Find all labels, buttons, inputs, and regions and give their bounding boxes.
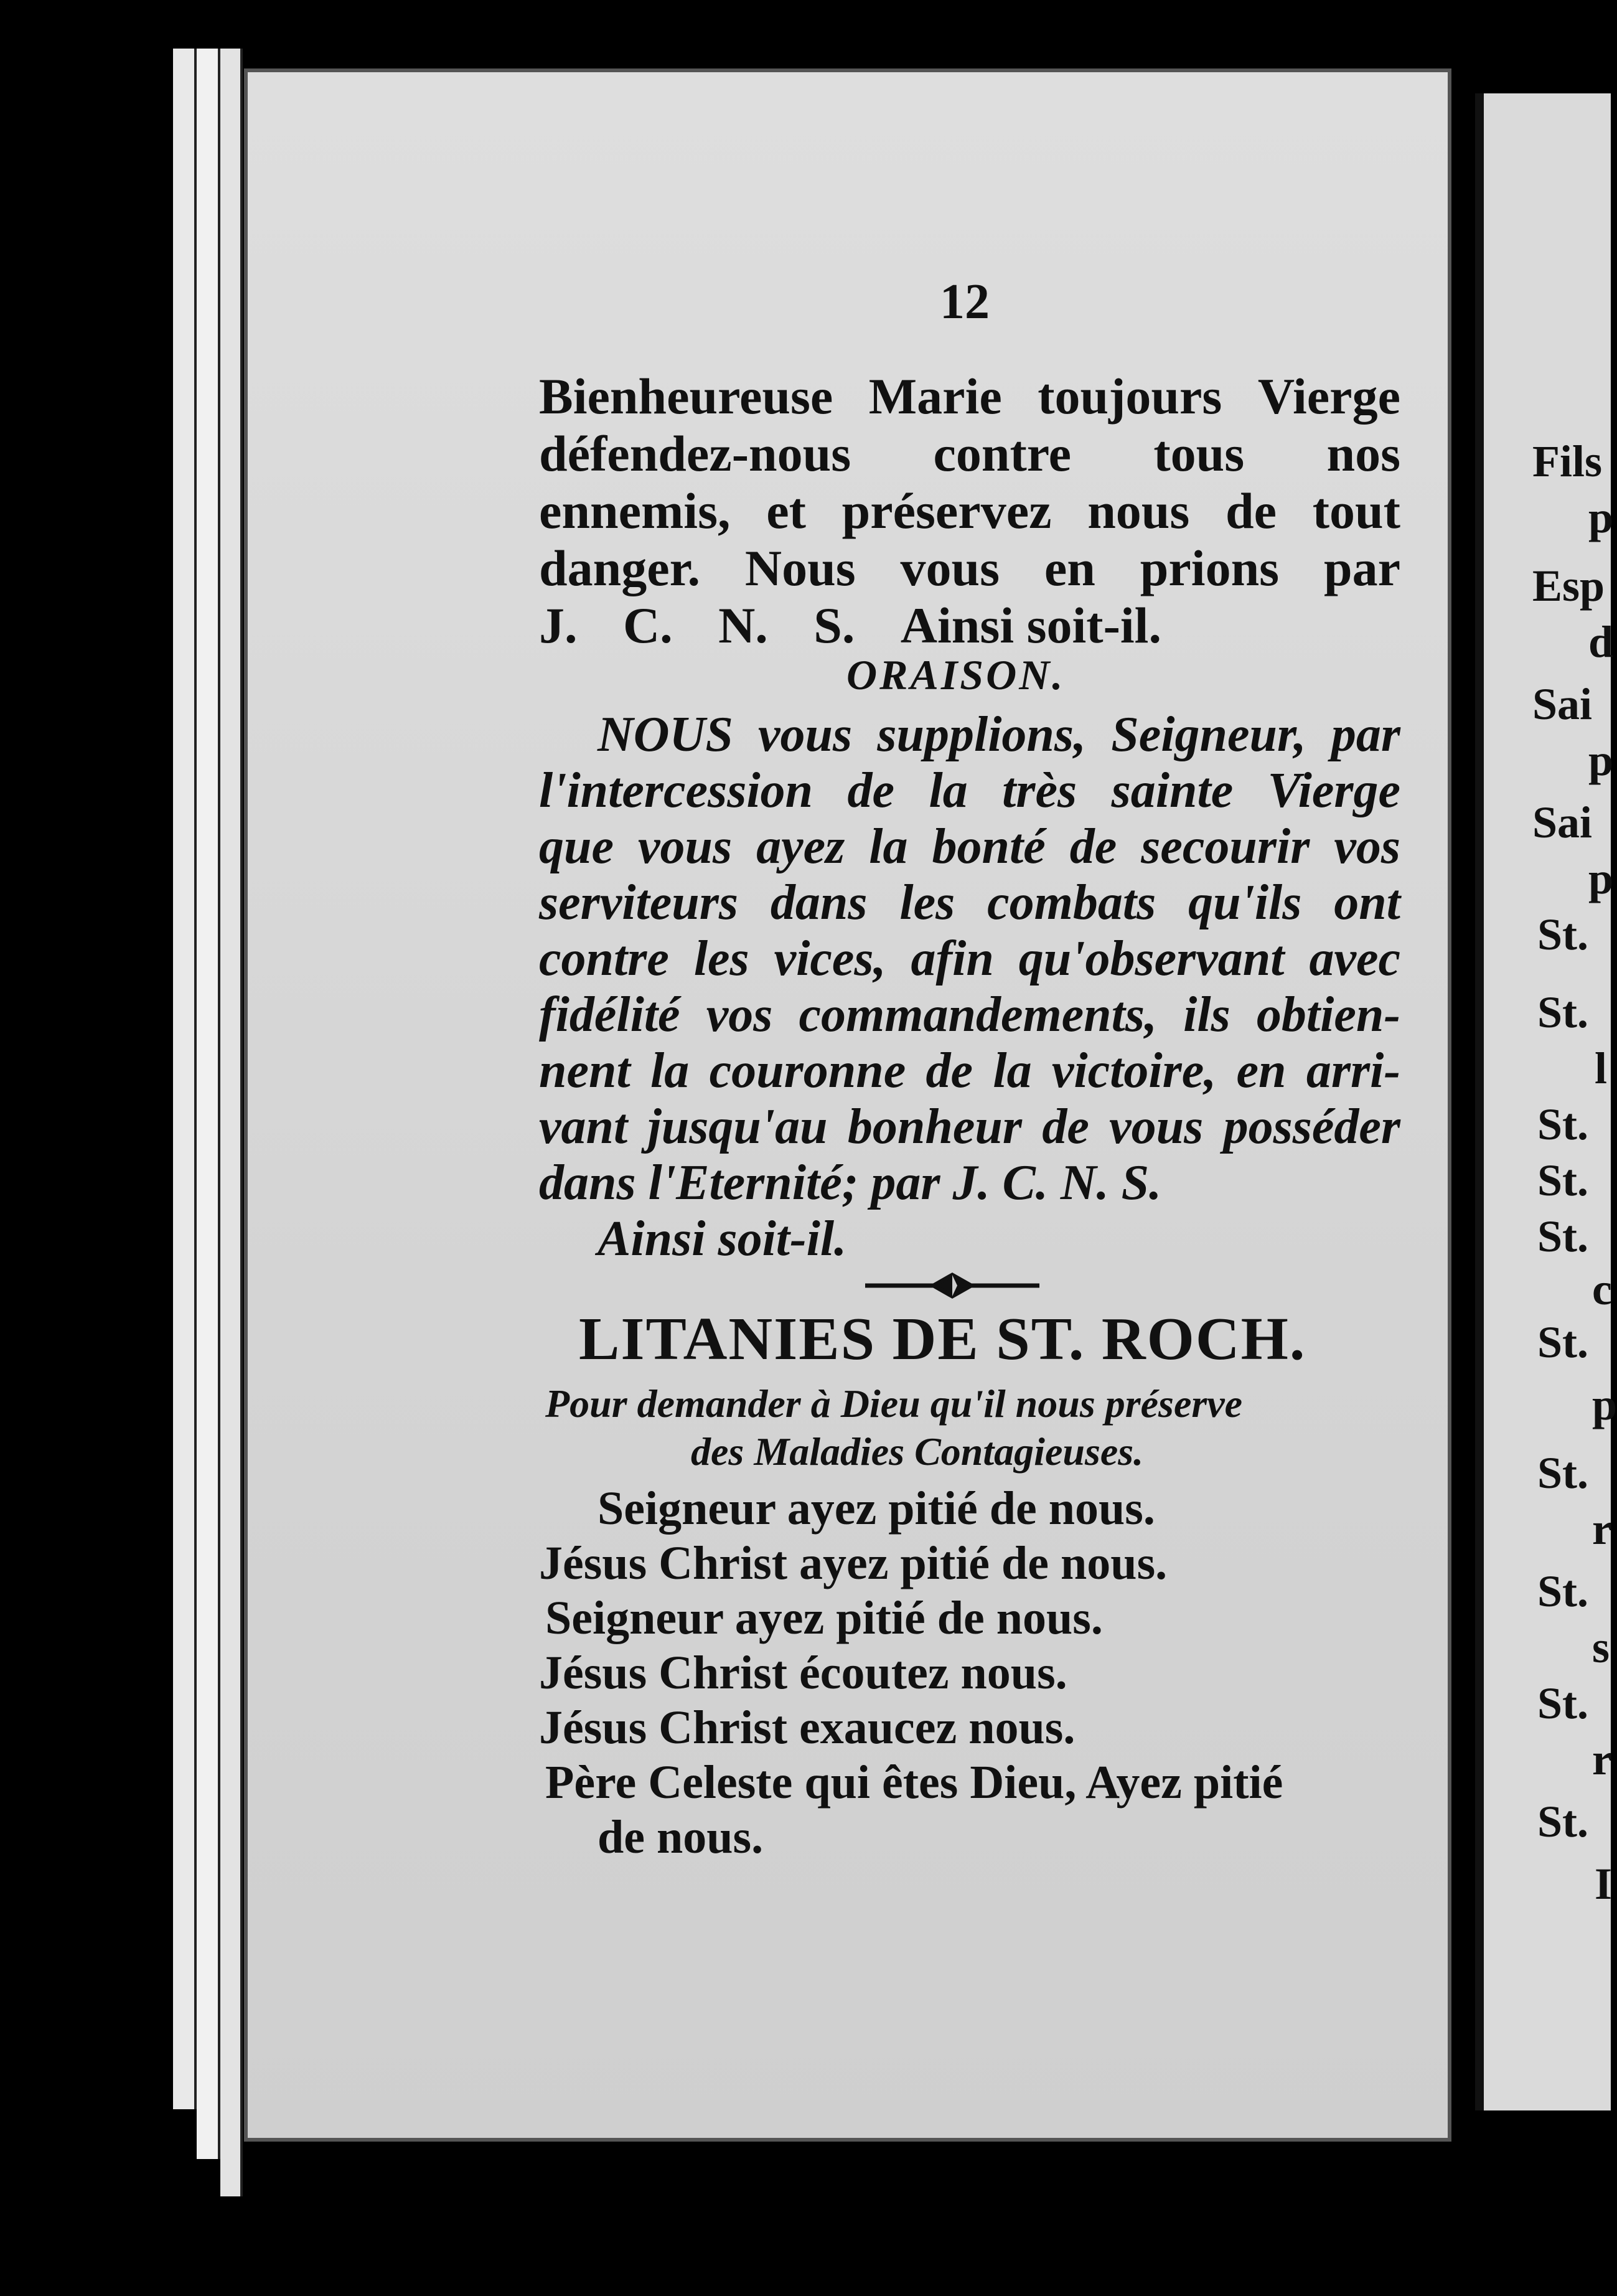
litanies-title: LITANIES DE ST. ROCH. bbox=[579, 1306, 1306, 1373]
word: ennemis, bbox=[539, 482, 731, 539]
oraison-line: contre les vices, afin qu'observant avec bbox=[539, 931, 1400, 986]
word: C. bbox=[622, 597, 673, 654]
word: toujours bbox=[1038, 368, 1222, 425]
oraison-line: l'intercession de la très sainte Vierge bbox=[539, 763, 1400, 818]
word: préservez bbox=[841, 482, 1052, 539]
facing-page-text: s bbox=[1592, 1622, 1610, 1672]
facing-page-text: p bbox=[1592, 1380, 1617, 1429]
page-edge bbox=[173, 49, 197, 2109]
word: de bbox=[1226, 482, 1277, 539]
litany-line: Jésus Christ ayez pitié de nous. bbox=[539, 1537, 1168, 1589]
facing-page-text: d bbox=[1588, 617, 1614, 667]
word: Bienheureuse bbox=[539, 368, 833, 425]
facing-page-text: St. bbox=[1537, 1566, 1589, 1616]
litany-line: Jésus Christ exaucez nous. bbox=[539, 1701, 1076, 1754]
text-line bbox=[539, 596, 1161, 655]
word: J. bbox=[539, 597, 578, 654]
facing-page-text: St. bbox=[1537, 1212, 1589, 1261]
facing-page-text: Esp bbox=[1532, 561, 1605, 611]
facing-page-text: r bbox=[1592, 1734, 1612, 1784]
word: Marie bbox=[868, 368, 1002, 425]
page-edge bbox=[197, 49, 220, 2159]
word: Nous bbox=[744, 540, 856, 596]
facing-page-text: p bbox=[1588, 735, 1614, 785]
page-edge bbox=[220, 49, 243, 2196]
word: vous bbox=[900, 540, 1000, 596]
facing-page-text: St. bbox=[1537, 910, 1589, 959]
page-number: 12 bbox=[940, 275, 990, 329]
litany-line: de nous. bbox=[598, 1811, 764, 1863]
facing-page-text: I bbox=[1595, 1859, 1613, 1909]
facing-page-text: l bbox=[1595, 1043, 1608, 1093]
word: tout bbox=[1312, 482, 1400, 539]
word: nos bbox=[1326, 425, 1400, 482]
litanies-subtitle: Pour demander à Dieu qu'il nous préserve bbox=[545, 1381, 1243, 1426]
facing-page-text: Sai bbox=[1532, 679, 1593, 729]
litany-line: Seigneur ayez pitié de nous. bbox=[545, 1592, 1103, 1644]
litany-line: Seigneur ayez pitié de nous. bbox=[598, 1482, 1155, 1535]
text-line bbox=[539, 425, 1400, 483]
facing-page-text: p bbox=[1588, 492, 1614, 542]
oraison-line: fidélité vos commandements, ils obtien- bbox=[539, 987, 1400, 1042]
word: Vierge bbox=[1257, 368, 1400, 425]
word: en bbox=[1044, 540, 1095, 596]
oraison-line: nent la couronne de la victoire, en arri- bbox=[539, 1043, 1400, 1098]
facing-page-text: St. bbox=[1537, 987, 1589, 1037]
litanies-subtitle: des Maladies Contagieuses. bbox=[691, 1429, 1144, 1474]
oraison-closing: Ainsi soit-il. bbox=[598, 1212, 847, 1266]
litany-line: Jésus Christ écoutez nous. bbox=[539, 1647, 1067, 1699]
word: et bbox=[766, 482, 806, 539]
text-line bbox=[539, 482, 1400, 540]
word: par bbox=[1324, 540, 1400, 596]
oraison-line: que vous ayez la bonté de secourir vos bbox=[539, 819, 1400, 874]
word: Ainsi soit-il. bbox=[900, 597, 1161, 654]
word: S. bbox=[813, 597, 855, 654]
facing-page-text: St. bbox=[1537, 1797, 1589, 1847]
section-heading: ORAISON. bbox=[846, 651, 1066, 699]
facing-page-text: St. bbox=[1537, 1448, 1589, 1498]
facing-page-text: p bbox=[1588, 854, 1614, 903]
text-line bbox=[539, 367, 1400, 426]
oraison-line: NOUS vous supplions, Seigneur, par bbox=[598, 707, 1400, 762]
text-line bbox=[539, 539, 1400, 598]
facing-page-text: r bbox=[1592, 1504, 1612, 1554]
oraison-line: vant jusqu'au bonheur de vous posséder bbox=[539, 1099, 1400, 1154]
word: prions bbox=[1140, 540, 1280, 596]
ornament-divider bbox=[859, 1270, 1046, 1301]
oraison-line: serviteurs dans les combats qu'ils ont bbox=[539, 875, 1400, 930]
facing-page-text: c bbox=[1592, 1264, 1612, 1314]
facing-page-text: St. bbox=[1537, 1099, 1589, 1149]
word: danger. bbox=[539, 540, 700, 596]
facing-page-text: Fils bbox=[1532, 436, 1603, 486]
word: contre bbox=[933, 425, 1072, 482]
oraison-line: dans l'Eternité; par J. C. N. S. bbox=[539, 1155, 1162, 1210]
facing-page-text: St. bbox=[1537, 1317, 1589, 1367]
facing-page-text: St. bbox=[1537, 1155, 1589, 1205]
word: nous bbox=[1087, 482, 1190, 539]
facing-page-text: Sai bbox=[1532, 797, 1593, 847]
word: défendez-nous bbox=[539, 425, 851, 482]
litany-line: Père Celeste qui êtes Dieu, Ayez pitié bbox=[545, 1756, 1283, 1809]
facing-page-text: St. bbox=[1537, 1678, 1589, 1728]
word: N. bbox=[718, 597, 768, 654]
word: tous bbox=[1153, 425, 1245, 482]
